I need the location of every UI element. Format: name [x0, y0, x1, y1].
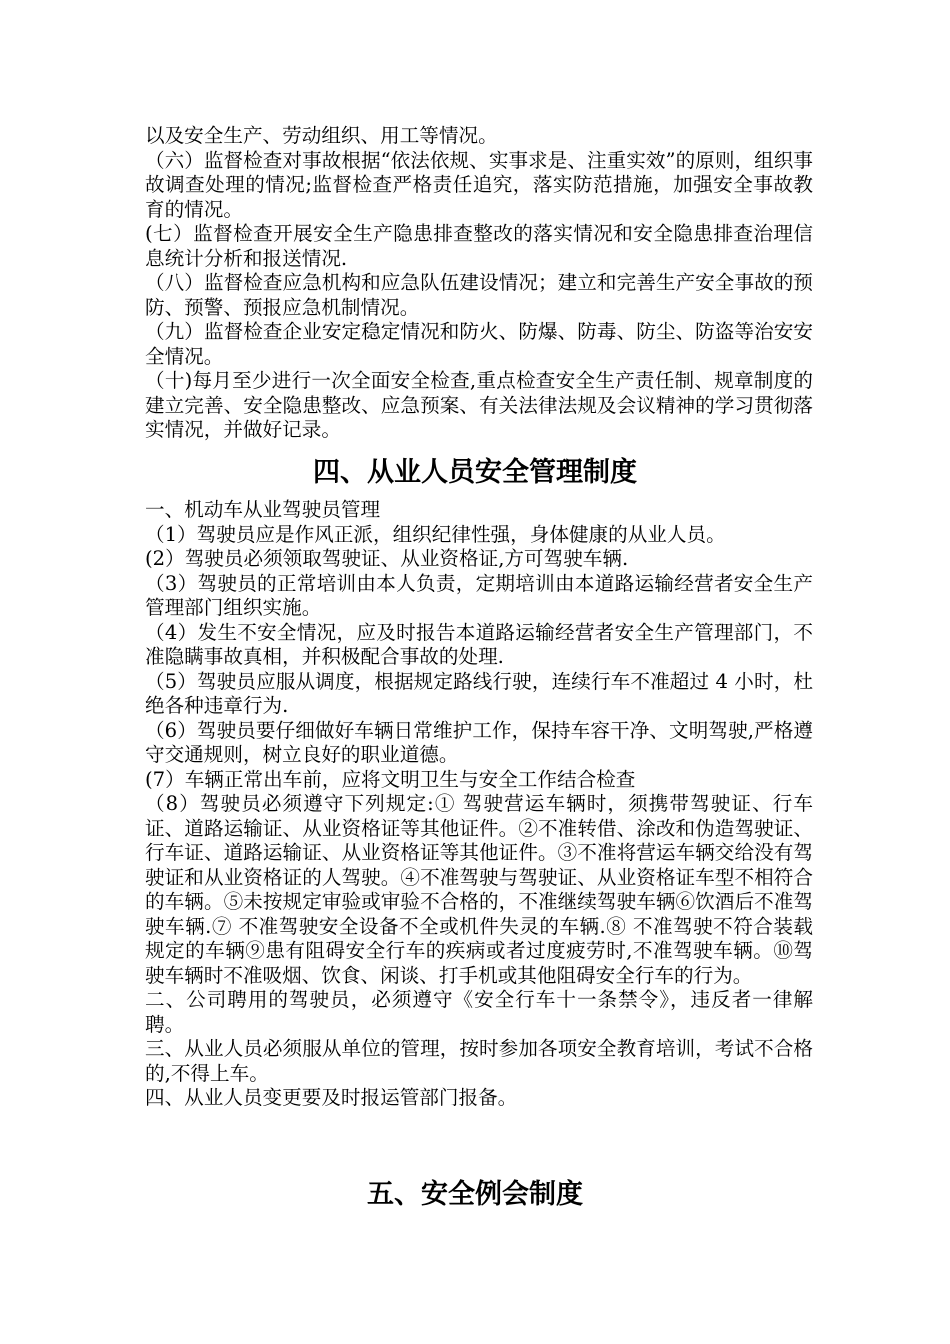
paragraph: （5）驾驶员应服从调度，根据规定路线行驶，连续行车不准超过 4 小时，杜绝各种违章行为.: [145, 669, 813, 717]
paragraph: （九）监督检查企业安定稳定情况和防火、防爆、防毒、防尘、防盗等治安安全情况。: [145, 320, 813, 368]
section3-continuation: [145, 124, 813, 443]
paragraph: 三、从业人员必须服从单位的管理，按时参加各项安全教育培训，考试不合格的,不得上车。: [145, 1037, 813, 1085]
paragraph: (2）驾驶员必须领取驾驶证、从业资格证,方可驾驶车辆.: [145, 547, 629, 570]
paragraph: (七）监督检查开展安全生产隐患排查整改的落实情况和安全隐患排查治理信息统计分析和报送情况.: [145, 222, 813, 270]
paragraph: （六）监督检查对事故根据“依法依规、实事求是、注重实效”的原则，组织事故调查处理的情况;监督检查严格责任追究，落实防范措施，加强安全事故教育的情况。: [145, 148, 813, 221]
section4-heading: 四、从业人员安全管理制度: [313, 457, 637, 488]
paragraph: 二、公司聘用的驾驶员，必须遵守《安全行车十一条禁令》，违反者一律解聘。: [145, 988, 813, 1036]
paragraph: 以及安全生产、劳动组织、用工等情况。: [145, 124, 498, 147]
paragraph: （八）监督检查应急机构和应急队伍建设情况；建立和完善生产安全事故的预防、预警、预报应急机制情况。: [145, 271, 813, 319]
section5-heading: 五、安全例会制度: [367, 1179, 583, 1210]
paragraph: （8）驾驶员必须遵守下列规定:① 驾驶营运车辆时，须携带驾驶证、行车证、道路运输证、从业资格证等其他证件。②不准转借、涂改和伪造驾驶证、行车证、道路运输证、从业资格证等其他证件。③不准将营运车辆交给没有驾驶证和从业资格证的人驾驶。④不准驾驶与驾驶证、从业资格证车型不相符合的车辆。⑤未按规定审验或审验不合格的，不准继续驾驶车辆⑥饮酒后不准驾驶车辆.⑦ 不准驾驶安全设备不全或机件失灵的车辆.⑧ 不准驾驶不符合装载规定的车辆⑨患有阻碍安全行车的疾病或者过度疲劳时,不准驾驶车辆。⑩驾驶车辆时不准吸烟、饮食、闲谈、打手机或其他阻碍安全行车的行为。: [145, 792, 813, 987]
paragraph: （4）发生不安全情况，应及时报告本道路运输经营者安全生产管理部门，不准隐瞒事故真相，并积极配合事故的处理.: [145, 620, 813, 668]
paragraph: 四、从业人员变更要及时报运管部门报备。: [145, 1086, 518, 1109]
paragraph: （6）驾驶员要仔细做好车辆日常维护工作，保持车容干净、文明驾驶,严格遵守交通规则，树立良好的职业道德。: [145, 718, 813, 766]
paragraph: （十)每月至少进行一次全面安全检查,重点检查安全生产责任制、规章制度的建立完善、安全隐患整改、应急预案、有关法律法规及会议精神的学习贯彻落实情况，并做好记录。: [145, 369, 813, 441]
paragraph: （3）驾驶员的正常培训由本人负责，定期培训由本道路运输经营者安全生产管理部门组织实施。: [145, 571, 813, 619]
paragraph: （1）驾驶员应是作风正派，组织纪律性强，身体健康的从业人员。: [145, 522, 726, 546]
paragraph: (7）车辆正常出车前，应将文明卫生与安全工作结合检查: [145, 767, 636, 791]
section4-body: [145, 498, 813, 1111]
paragraph: 一、机动车从业驾驶员管理: [145, 498, 381, 521]
